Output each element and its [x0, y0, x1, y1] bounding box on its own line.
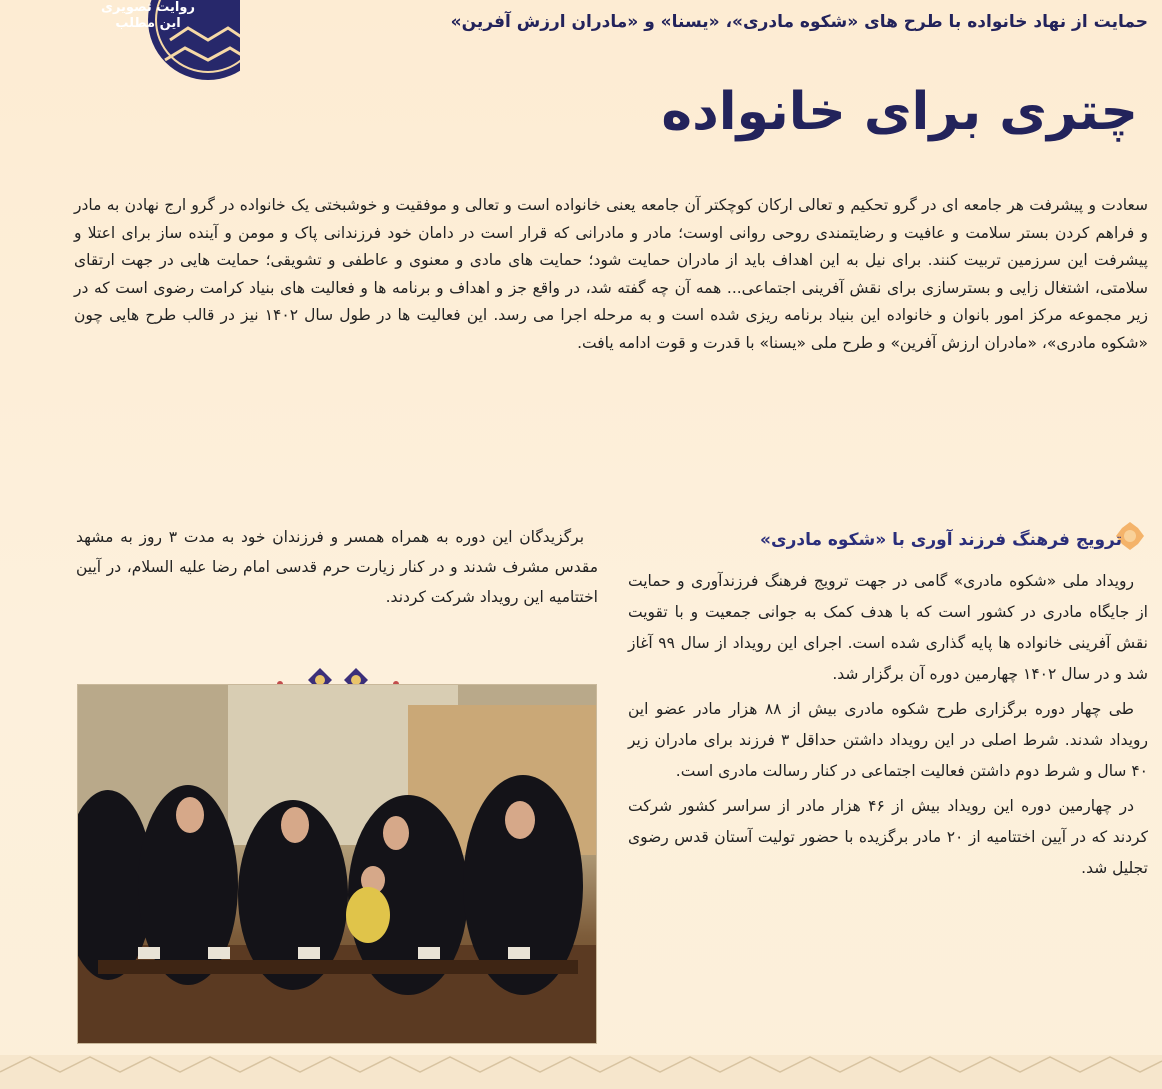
badge-line2: این مطلب	[115, 16, 181, 31]
section-heading: ترویج فرهنگ فرزند آوری با «شکوه مادری»	[760, 530, 1122, 550]
photo-caption	[76, 522, 598, 616]
section-paragraph: رویداد ملی «شکوه مادری» گامی در جهت ترویج فرهنگ فرزندآوری و حمایت از جایگاه مادری در کشور است که با هدف کمک به جوانی جمعیت و با تقویت نقش آفرینی خانواده ها پایه گذاری شده است. اجرای این رویداد از سال ۹۹ آغاز شد و در سال ۱۴۰۲ چهارمین دوره آن برگزار شد.	[628, 572, 1149, 683]
section-paragraph: طی چهار دوره برگزاری طرح شکوه مادری بیش از ۸۸ هزار مادر عضو این رویداد شدند. شرط اصلی در این رویداد داشتن حداقل ۳ فرزند برای مادران زیر ۴۰ سال و شرط دوم داشتن فعالیت اجتماعی در کنار رسالت مادری است.	[628, 700, 1148, 780]
intro-paragraph: سعادت و پیشرفت هر جامعه ای در گرو تحکیم و تعالی ارکان کوچکتر آن جامعه یعنی خانواده است و تعالی و موفقیت و خوشبختی یک خانواده در گرو ارج نهادن به مادر و فراهم کردن بستر سلامت و عافیت و رضایتمندی روحی روانی اوست؛ مادر و مادرانی که قرار است در دامان خود فرزندانی پاک و مومن و آینده ساز برای اعتلا و پیشرفت این سرزمین تربیت کنند. برای نیل به این اهداف باید از مادران حمایت شود؛ حمایت های مادی و معنوی و عاطفی و تشویقی؛ حمایت هایی در جهت ارتقای سلامتی، اشتغال زایی و بسترسازی برای نقش آفرینی اجتماعی... همه آن چه گفته شد، در واقع جز و اهداف و برنامه ها و فعالیت های بنیاد کرامت رضوی است که در زیر مجموعه مرکز امور بانوان و خانواده این بنیاد برنامه ریزی شده است و به مرحله اجرا می رسد. این فعالیت ها در طول سال ۱۴۰۲ نیز در قالب طرح هایی چون «شکوه مادری»، «مادران ارزش آفرین» و طرح ملی «یسنا» با قدرت و قوت ادامه یافت.	[74, 196, 1148, 352]
page-title: چتری برای خانواده	[661, 82, 1138, 142]
event-photo	[77, 684, 597, 1044]
badge-label	[98, 0, 198, 32]
footer-pattern	[0, 1055, 1162, 1089]
caption-text: برگزیدگان این دوره به همراه همسر و فرزندان خود به مدت ۳ روز به مشهد مقدس مشرف شدند و در کنار زیارت حرم قدسی امام رضا علیه السلام، در آیین اختتامیه این رویداد شرکت کردند.	[76, 528, 598, 606]
section-paragraph: در چهارمین دوره این رویداد بیش از ۴۶ هزار مادر از سراسر کشور شرکت کردند که در آیین اختتامیه از ۲۰ مادر برگزیده با حضور تولیت آستان قدس رضوی تجلیل شد.	[628, 797, 1148, 877]
badge-line1: روایت تصویری	[101, 0, 195, 15]
section-body	[628, 566, 1148, 888]
photo-illustration	[78, 685, 596, 1043]
subheading: حمایت از نهاد خانواده با طرح های «شکوه مادری»، «یسنا» و «مادران ارزش آفرین»	[450, 12, 1148, 32]
